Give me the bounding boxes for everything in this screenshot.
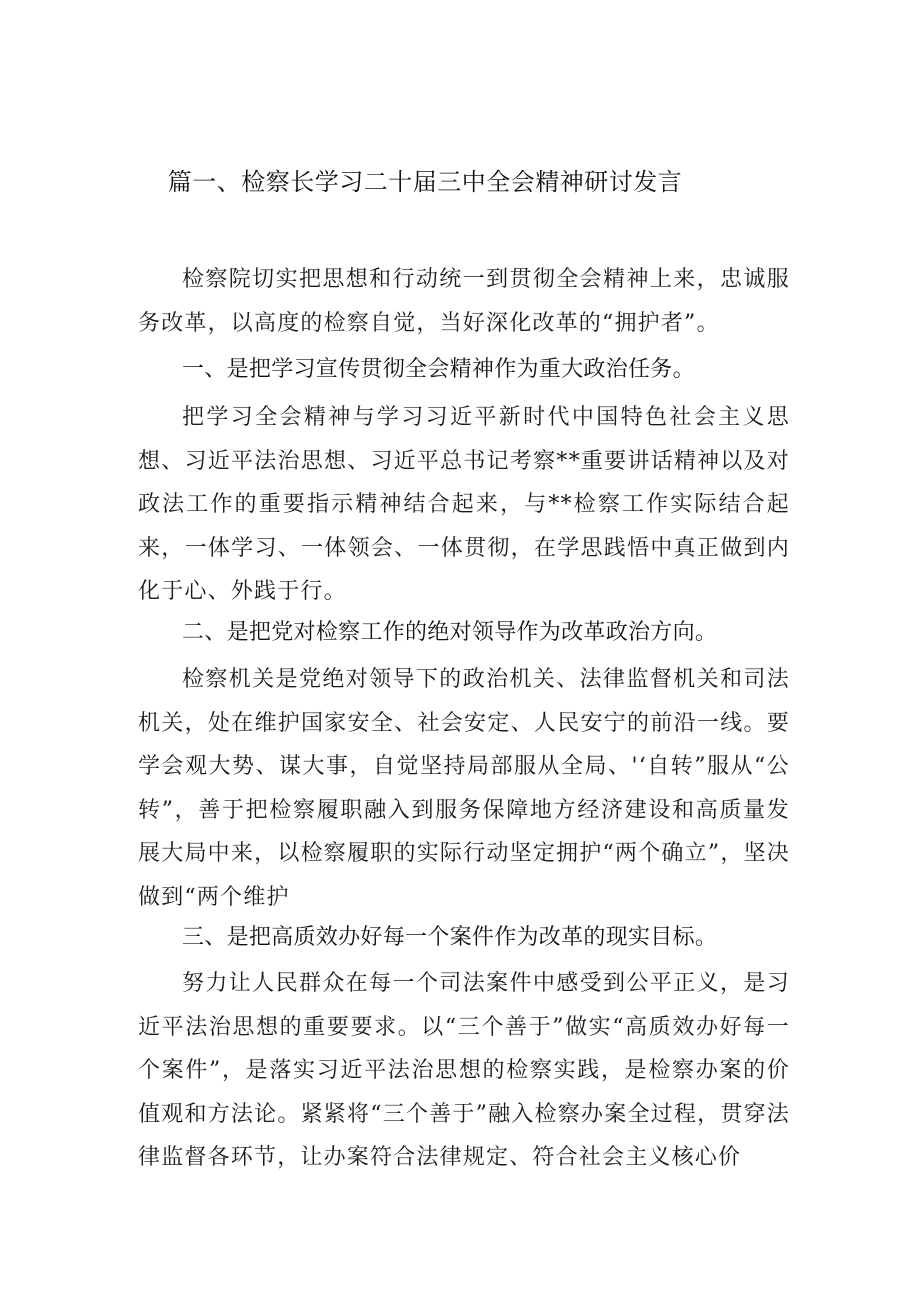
section-heading-3: 三、是把高质效办好每一个案件作为改革的现实目标。 (182, 925, 718, 950)
section-paragraph-2: 检察机关是党绝对领导下的政治机关、法律监督机关和司法机关，处在维护国家安全、社会安定、人民安宁的前沿一线。要学会观大势、谋大事，自觉坚持局部服从全局、'‘自转”服从“公转”，善于把检察履职融入到服务保障地方经济建设和高质量发展大局中来，以检察履职的实际行动坚定拥护“两个确立”，坚决做到“两个维护 (138, 667, 790, 910)
document-title: 篇一、检察长学习二十届三中全会精神研讨发言 (167, 168, 683, 196)
intro-paragraph: 检察院切实把思想和行动统一到贯彻全会精神上来，忠诚服务改革，以高度的检察自觉，当好深化改革的“拥护者”。 (138, 267, 790, 336)
section-heading-1: 一、是把学习宣传贯彻全会精神作为重大政治任务。 (182, 357, 695, 382)
section-paragraph-1: 把学习全会精神与学习习近平新时代中国特色社会主义思想、习近平法治思想、习近平总书记考察**重要讲话精神以及对政法工作的重要指示精神结合起来，与**检察工作实际结合起来，一体学习、一体领会、一体贯彻，在学思践悟中真正做到内化于心、外践于行。 (138, 405, 790, 604)
section-heading-2: 二、是把党对检察工作的绝对领导作为改革政治方向。 (182, 620, 718, 645)
section-paragraph-3: 努力让人民群众在每一个司法案件中感受到公平正义，是习近平法治思想的重要要求。以“三个善于”做实“高质效办好每一个案件”，是落实习近平法治思想的检察实践，是检察办案的价值观和方法论。紧紧将“三个善于”融入检察办案全过程，贯穿法律监督各环节，让办案符合法律规定、符合社会主义核心价 (138, 971, 790, 1170)
